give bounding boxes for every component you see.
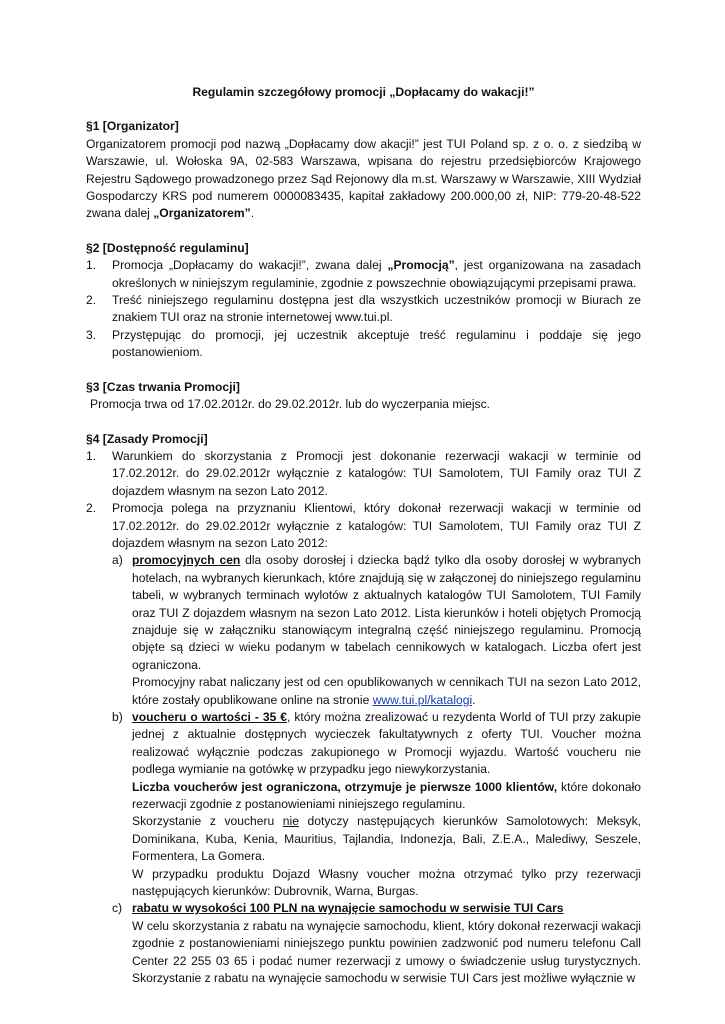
sub-item-c bbox=[112, 900, 641, 917]
sub-letter: a) bbox=[112, 553, 123, 568]
sub-c-text: W celu skorzystania z rabatu na wynajęcie samochodu, klient, który dokonał rezerwacji wakacji zgodnie z postanowieniami niniejszego punktu powinien zadzwonić pod numeru telefonu Call Center 22 255 03 65 i podać numer rezerwacji z umowy o świadczenie usług turystycznych. Skorzystanie z rabatu na wynajęcie samochodu w serwisie TUI Cars jest możliwe wyłącznie w bbox=[132, 918, 641, 986]
list-text-post: , jest organizowana na zasadach określonych w niniejszym regulaminie, zgodnie z powszechnie obowiązującymi przepisami prawa. bbox=[112, 258, 641, 290]
list-number: 2. bbox=[86, 293, 97, 308]
section-1-text bbox=[86, 136, 641, 223]
section-3-text: Promocja trwa od 17.02.2012r. do 29.02.2012r. lub do wyczerpania miejsc. bbox=[90, 397, 491, 412]
sub-a-cont-post: . bbox=[472, 692, 476, 707]
sub-b-own-transport: W przypadku produktu Dojazd Własny voucher można otrzymać tylko przy rezerwacji następujących kierunków: Dubrovnik, Warna, Burgas. bbox=[132, 866, 641, 899]
sub-text bbox=[132, 552, 641, 674]
list-number: 1. bbox=[86, 448, 97, 463]
sub-text-bold: rabatu w wysokości 100 PLN na wynajęcie samochodu w serwisie TUI Cars bbox=[132, 901, 564, 916]
document-title: Regulamin szczegółowy promocji „Dopłacamy do wakacji!” bbox=[192, 85, 535, 99]
section-4-heading: §4 [Zasady Promocji] bbox=[86, 431, 208, 446]
list-item bbox=[86, 257, 641, 292]
sub-text bbox=[132, 709, 641, 779]
sub-item-b bbox=[112, 709, 641, 779]
list-text-bold: „Promocją” bbox=[387, 258, 455, 273]
sub-item-a bbox=[112, 552, 641, 674]
section-1-heading: §1 [Organizator] bbox=[86, 119, 179, 134]
section-1-body: Organizatorem promocji pod nazwą „Dopłacamy dow akacji!” jest TUI Poland sp. z o. o. z siedzibą w Warszawie, ul. Wołoska 9A, 02-583 Warszawa, wpisana do rejestru przedsiębiorców Krajowego Rejestru Sądowego prowadzonego przez Sąd Rejonowy dla m.st. Warszawy w Warszawie, XIII Wydział Gospodarczy KRS pod numerem 0000083435, kapitał zakładowy 200.000,00 zł, NIP: 779-20-48-522 zwana dalej bbox=[86, 136, 641, 221]
katalogi-link[interactable]: www.tui.pl/katalogi bbox=[372, 692, 473, 707]
list-text: Warunkiem do skorzystania z Promocji jest dokonanie rezerwacji wakacji w terminie od 17.02.2012r. do 29.02.2012r wyłącznie z katalogów: TUI Samolotem, TUI Family oraz TUI Z dojazdem własnym na sezon Lato 2012. bbox=[112, 448, 641, 498]
sub-b-limit bbox=[132, 779, 641, 814]
list-item bbox=[86, 448, 641, 500]
sub-a-continuation bbox=[132, 674, 641, 709]
sub-text-bold: voucheru o wartości - 35 € bbox=[132, 710, 288, 724]
list-number: 2. bbox=[86, 501, 97, 516]
sub-b-limit-bold: Liczba voucherów jest ograniczona, otrzymuje je pierwsze 1000 klientów, bbox=[132, 779, 558, 794]
sub-text-body: dla osoby dorosłej i dziecka bądź tylko dla osoby dorosłej w wybranych hotelach, na wybranych kierunkach, które znajdują się w załączonej do niniejszego regulaminu tabeli, w wybranych terminach wylotów z aktualnych katalogów TUI Samolotem, TUI Family oraz TUI Z dojazdem własnym na sezon Lato 2012. Lista kierunków i hoteli objętych Promocją znajduje się w załączniku stanowiącym integralną część niniejszego regulaminu. Promocją objęte są dzieci w wieku podanym w tabelach cennikowych w katalogach. Liczba ofert jest ograniczona. bbox=[132, 553, 641, 672]
list-text: Treść niniejszego regulaminu dostępna jest dla wszystkich uczestników promocji w Biurach ze znakiem TUI oraz na stronie internetowej www.tui.pl. bbox=[112, 293, 641, 325]
sub-text-bold: promocyjnych cen bbox=[132, 553, 241, 568]
list-number: 3. bbox=[86, 327, 97, 342]
section-3-heading: §3 [Czas trwania Promocji] bbox=[86, 379, 240, 394]
sub-b-excl-post: dotyczy następujących kierunków Samolotowych: Meksyk, Dominikana, Kuba, Kenia, Mauritius, Tajlandia, Indonezja, Bali, Z.E.A., Malediwy, Seszele, Formentera, La Gomera. bbox=[132, 814, 641, 864]
list-text bbox=[112, 257, 641, 292]
sub-b-exclusions bbox=[132, 813, 641, 865]
sub-letter: b) bbox=[112, 710, 123, 724]
list-text-pre: Promocja „Dopłacamy do wakacji!”, zwana dalej bbox=[112, 258, 388, 273]
sub-letter: c) bbox=[112, 901, 123, 916]
sub-text-body: , który można zrealizować u rezydenta World of TUI przy zakupie jednej z aktualnie dostępnych wycieczek fakultatywnych z oferty TUI. Voucher można realizować wyłącznie podczas zakupionego w Promocji wyjazdu. Wartość voucheru nie podlega wymianie na gotówkę w przypadku jego niewykorzystania. bbox=[132, 710, 641, 777]
section-2-heading: §2 [Dostępność regulaminu] bbox=[86, 240, 249, 255]
sub-b-limit-text: które dokonało rezerwacji zgodnie z postanowieniami niniejszego regulaminu. bbox=[132, 779, 641, 812]
list-item bbox=[86, 500, 641, 552]
list-text: Przystępując do promocji, jej uczestnik akceptuje treść regulaminu i poddaje się jego postanowieniom. bbox=[112, 327, 641, 360]
list-text: Promocja polega na przyznaniu Klientowi, który dokonał rezerwacji wakacji w terminie od 17.02.2012r. do 29.02.2012r wyłącznie z katalogów: TUI Samolotem, TUI Family oraz TUI Z dojazdem własnym na sezon Lato 2012: bbox=[112, 501, 641, 550]
list-item bbox=[86, 327, 641, 362]
section-1-term: „Organizatorem” bbox=[153, 206, 251, 221]
sub-a-cont-pre: Promocyjny rabat naliczany jest od cen opublikowanych w cennikach TUI na sezon Lato 2012, które zostały opublikowane online na stronie bbox=[132, 675, 641, 707]
list-number: 1. bbox=[86, 258, 97, 273]
sub-b-excl-underlined: nie bbox=[282, 814, 299, 829]
sub-b-excl-pre: Skorzystanie z voucheru bbox=[132, 814, 283, 829]
list-item bbox=[86, 292, 641, 327]
section-1-end: . bbox=[250, 206, 255, 221]
